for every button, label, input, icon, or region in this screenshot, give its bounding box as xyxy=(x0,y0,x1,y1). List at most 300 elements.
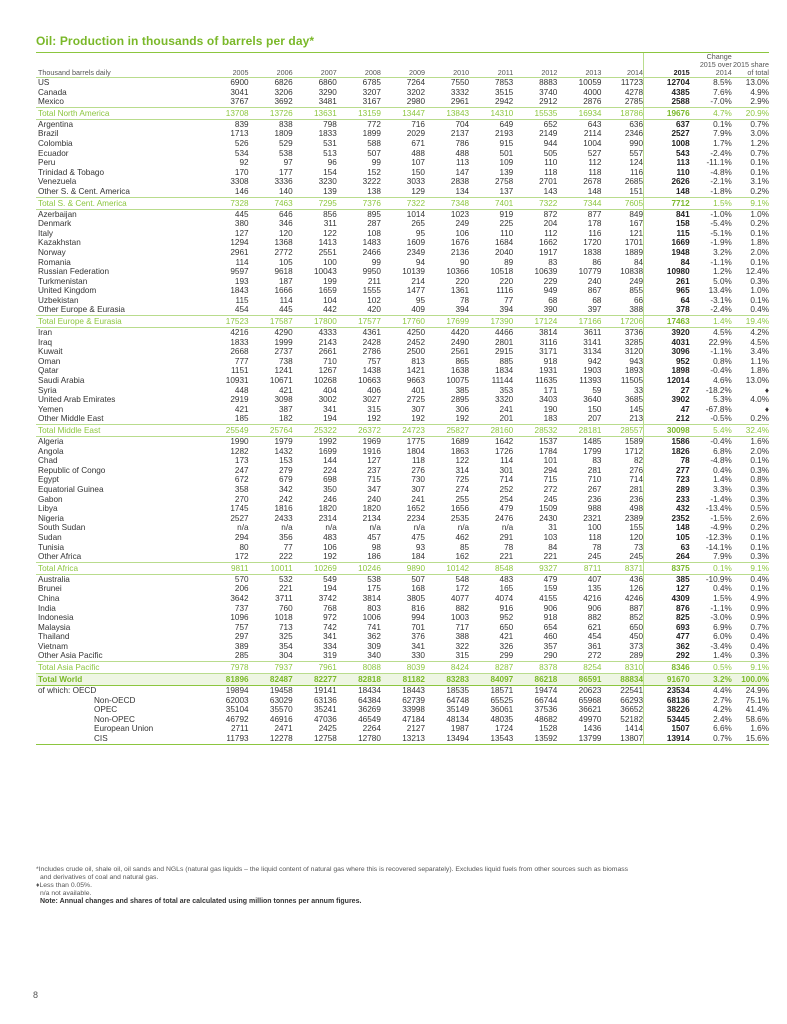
year-value: 194 xyxy=(323,414,337,424)
year-value: 7348 xyxy=(425,197,469,209)
year-value: 10142 xyxy=(425,562,469,574)
change-value: -2.1% xyxy=(710,177,732,187)
year-header: 2014 xyxy=(601,53,643,78)
year-value: 1267 xyxy=(318,366,337,376)
year-value: 77 xyxy=(504,295,514,305)
year-value: 388 xyxy=(629,305,644,315)
year-value: 710 xyxy=(587,475,602,485)
oil-production-table xyxy=(36,53,769,745)
year-value: 2425 xyxy=(318,724,337,734)
year-value: 4420 xyxy=(450,328,470,338)
table-row xyxy=(36,338,769,348)
table-row xyxy=(36,267,769,277)
year-value: 341 xyxy=(323,404,337,414)
year-value: 287 xyxy=(367,219,381,229)
year-value: 2535 xyxy=(450,513,470,523)
year-value: 3740 xyxy=(539,87,558,97)
value-2015: 4385 xyxy=(644,88,690,98)
year-value: 2428 xyxy=(362,337,381,347)
year-value: 8378 xyxy=(513,662,557,674)
row-label: Equatorial Guinea xyxy=(38,484,104,494)
year-value: 394 xyxy=(455,305,470,315)
year-value: 1889 xyxy=(624,247,644,257)
value-2015: 952 xyxy=(644,357,690,367)
row-label: OPEC xyxy=(94,705,118,715)
year-value: 3332 xyxy=(450,87,470,97)
year-value: 81182 xyxy=(381,674,425,686)
row-label: Indonesia xyxy=(38,613,74,623)
change-value: 6.8% xyxy=(713,446,732,456)
year-value: 213 xyxy=(629,414,644,424)
year-value: 13543 xyxy=(469,734,513,744)
year-value: 3814 xyxy=(539,328,558,338)
table-row xyxy=(36,696,769,706)
table-row xyxy=(36,456,769,466)
year-value: 10779 xyxy=(578,267,602,277)
row-label: Other Middle East xyxy=(38,414,104,424)
year-value: 3171 xyxy=(539,347,558,357)
year-value: 144 xyxy=(323,456,337,466)
table-row xyxy=(36,495,769,505)
year-value: 1987 xyxy=(450,724,470,734)
year-header: 2012 xyxy=(513,53,557,78)
year-header: 2007 xyxy=(293,53,337,78)
year-value: 654 xyxy=(543,622,558,632)
row-label: Mexico xyxy=(38,97,64,107)
table-row xyxy=(36,414,769,424)
year-value: 2725 xyxy=(406,395,425,405)
year-value: 3642 xyxy=(230,593,249,603)
year-value: 8883 xyxy=(539,78,558,87)
year-value: 387 xyxy=(279,404,293,414)
year-value: 942 xyxy=(587,356,602,366)
change-value: 2.7% xyxy=(713,695,732,705)
share-value: 4.9% xyxy=(750,593,769,603)
year-value: 457 xyxy=(367,532,381,542)
year-value: 730 xyxy=(411,475,425,485)
year-value: 1023 xyxy=(450,209,470,219)
year-value: 2127 xyxy=(406,724,425,734)
year-value: 330 xyxy=(411,651,425,661)
year-value: 12278 xyxy=(249,734,293,744)
year-value: 98 xyxy=(371,542,381,552)
year-value: 25764 xyxy=(249,425,293,437)
year-value: 15535 xyxy=(513,107,557,119)
year-value: 190 xyxy=(543,404,558,414)
year-value: 154 xyxy=(323,167,337,177)
change-value: -11.1% xyxy=(706,158,732,168)
row-label: Total Middle East xyxy=(36,425,204,437)
year-value: 28181 xyxy=(557,425,601,437)
year-value: 1438 xyxy=(362,366,381,376)
year-value: 479 xyxy=(499,504,514,514)
year-value: 813 xyxy=(411,356,425,366)
value-2015: 4309 xyxy=(644,594,690,604)
region-total-row xyxy=(36,316,769,328)
year-value: 59 xyxy=(592,385,602,395)
year-value: 3742 xyxy=(318,593,337,603)
year-value: 3692 xyxy=(274,97,293,107)
year-value: 17166 xyxy=(557,316,601,328)
year-header: 2010 xyxy=(425,53,469,78)
year-value: 341 xyxy=(411,641,425,651)
year-value: 194 xyxy=(323,584,337,594)
year-value: 10011 xyxy=(249,562,293,574)
value-2015: 12014 xyxy=(644,376,690,386)
year-value: 13631 xyxy=(293,107,337,119)
year-value: 245 xyxy=(543,494,558,504)
footnote-definition: *Includes crude oil, shale oil, oil sands and NGLs (natural gas liquids – the liquid content of natural gas where this is recovered separately). Excludes liquid fuels from other sources such as biomass xyxy=(36,866,629,873)
share-value: ♦ xyxy=(764,404,769,414)
year-value: 1537 xyxy=(539,437,558,446)
year-value: 63136 xyxy=(314,695,337,705)
year-value: 199 xyxy=(323,276,337,286)
change-value: 0.4% xyxy=(713,465,732,475)
row-label: Trinidad & Tobago xyxy=(38,167,104,177)
table-row xyxy=(36,523,769,533)
year-value: 350 xyxy=(323,484,337,494)
year-value: 170 xyxy=(234,167,249,177)
row-label: Algeria xyxy=(38,437,64,446)
year-value: 309 xyxy=(367,641,381,651)
row-label: Thailand xyxy=(38,632,70,642)
year-value: 1799 xyxy=(583,446,602,456)
year-value: 35149 xyxy=(446,705,470,715)
year-value: 249 xyxy=(455,219,470,229)
year-value: 462 xyxy=(455,532,470,542)
year-value: 3805 xyxy=(406,593,425,603)
table-row xyxy=(36,504,769,514)
change-value: 1.7% xyxy=(713,138,732,148)
change-value: -1.1% xyxy=(710,347,732,357)
year-value: 358 xyxy=(234,484,249,494)
year-value: 107 xyxy=(411,158,425,168)
table-row xyxy=(36,447,769,457)
table-row xyxy=(36,623,769,633)
year-value: 3002 xyxy=(318,395,337,405)
share-value: 1.0% xyxy=(750,209,769,219)
year-value: 882 xyxy=(587,613,602,623)
share-value: 0.3% xyxy=(750,276,769,286)
change-value: -1.0% xyxy=(710,209,732,219)
year-value: 247 xyxy=(234,465,249,475)
year-value: 304 xyxy=(279,651,293,661)
year-value: 24723 xyxy=(381,425,425,437)
year-value: 19474 xyxy=(534,686,558,696)
year-value: 10246 xyxy=(337,562,381,574)
year-value: 118 xyxy=(411,456,425,466)
year-value: 242 xyxy=(279,494,293,504)
share-value: 0.5% xyxy=(750,504,769,514)
year-value: 918 xyxy=(543,613,558,623)
year-value: 25322 xyxy=(293,425,337,437)
row-label: Chad xyxy=(38,456,58,466)
year-value: 13213 xyxy=(381,734,425,744)
year-value: 454 xyxy=(234,305,249,315)
year-value: 361 xyxy=(587,641,602,651)
year-value: 990 xyxy=(629,138,644,148)
year-value: 48682 xyxy=(534,714,558,724)
year-value: 526 xyxy=(234,138,249,148)
year-value: 211 xyxy=(367,276,381,286)
year-value: n/a xyxy=(457,523,470,533)
year-value: 3640 xyxy=(583,395,602,405)
table-row xyxy=(36,177,769,187)
value-2015: 292 xyxy=(644,651,690,661)
year-value: 1589 xyxy=(624,437,644,446)
year-value: 276 xyxy=(629,465,644,475)
share-value: 0.9% xyxy=(750,603,769,613)
year-value: 1684 xyxy=(495,238,514,248)
year-value: 221 xyxy=(543,552,558,562)
value-2015: 277 xyxy=(644,466,690,476)
table-row xyxy=(36,209,769,219)
value-2015: 2352 xyxy=(644,514,690,524)
year-value: 10838 xyxy=(620,267,644,277)
year-value: 882 xyxy=(455,603,470,613)
year-value: 768 xyxy=(323,603,337,613)
year-value: 11723 xyxy=(620,78,644,87)
year-value: 916 xyxy=(499,603,514,613)
share-value: 0.4% xyxy=(750,641,769,651)
year-value: 85 xyxy=(460,542,470,552)
year-value: 2134 xyxy=(362,513,381,523)
change-value: 3.2% xyxy=(690,674,732,686)
year-value: 183 xyxy=(543,414,558,424)
change-value: 0.8% xyxy=(713,356,732,366)
value-2015: 47 xyxy=(644,405,690,415)
year-value: 7401 xyxy=(469,197,513,209)
year-value: 389 xyxy=(234,641,249,651)
year-value: 742 xyxy=(323,622,337,632)
year-value: 88834 xyxy=(601,674,643,686)
change-value: 7.9% xyxy=(713,129,732,139)
value-2015: 158 xyxy=(644,219,690,229)
table-row xyxy=(36,485,769,495)
year-value: 25549 xyxy=(204,425,248,437)
year-value: 185 xyxy=(234,414,249,424)
value-2015: 212 xyxy=(644,414,690,424)
table-row xyxy=(36,158,769,168)
year-value: 3285 xyxy=(624,337,644,347)
change-value: -12.3% xyxy=(705,532,732,542)
year-value: 17760 xyxy=(381,316,425,328)
share-value: 2.0% xyxy=(750,446,769,456)
year-value: 187 xyxy=(279,276,293,286)
year-value: 671 xyxy=(411,138,425,148)
table-row xyxy=(36,386,769,396)
share-value: 0.3% xyxy=(750,484,769,494)
year-value: 849 xyxy=(629,209,644,219)
year-value: 93 xyxy=(415,542,425,552)
year-value: 18443 xyxy=(402,686,425,696)
row-label: Iran xyxy=(38,328,53,338)
change-value: -14.1% xyxy=(705,542,732,552)
year-value: 86 xyxy=(592,257,602,267)
year-value: 281 xyxy=(587,465,602,475)
year-value: 839 xyxy=(234,119,249,129)
year-value: 1775 xyxy=(406,437,425,446)
change-value: -4.9% xyxy=(710,523,732,533)
year-value: 346 xyxy=(279,219,293,229)
year-value: 16934 xyxy=(557,107,601,119)
share-value: 75.1% xyxy=(745,695,769,705)
year-value: 2433 xyxy=(274,513,293,523)
year-value: 77 xyxy=(283,542,293,552)
year-value: 35241 xyxy=(314,705,337,715)
table-row xyxy=(36,604,769,614)
year-value: 8424 xyxy=(425,662,469,674)
table-row xyxy=(36,328,769,338)
year-value: 1282 xyxy=(230,446,249,456)
year-value: 9811 xyxy=(204,562,248,574)
year-value: 757 xyxy=(367,356,381,366)
value-2015: 17463 xyxy=(644,316,690,328)
row-label: Non-OECD xyxy=(94,695,136,705)
year-value: 1414 xyxy=(624,724,644,734)
year-value: 887 xyxy=(629,603,644,613)
year-header: 2013 xyxy=(557,53,601,78)
year-value: 7322 xyxy=(381,197,425,209)
table-row xyxy=(36,97,769,107)
year-value: 206 xyxy=(234,584,249,594)
year-value: 36652 xyxy=(620,705,644,715)
year-value: 46916 xyxy=(269,714,293,724)
value-2015: 2527 xyxy=(644,129,690,139)
row-label: Total North America xyxy=(36,107,204,119)
year-value: 116 xyxy=(629,167,644,177)
year-value: 3336 xyxy=(274,177,293,187)
table-row xyxy=(36,248,769,258)
year-value: 148 xyxy=(587,186,602,196)
change-value: 0.1% xyxy=(713,119,732,129)
table-row xyxy=(36,168,769,178)
year-value: 17124 xyxy=(513,316,557,328)
year-value: 498 xyxy=(629,504,644,514)
year-value: 1477 xyxy=(406,286,425,296)
year-value: 421 xyxy=(234,404,249,414)
year-value: 18786 xyxy=(601,107,643,119)
year-value: 1903 xyxy=(583,366,602,376)
year-value: 1659 xyxy=(318,286,337,296)
year-value: n/a xyxy=(369,523,381,533)
year-value: 8039 xyxy=(381,662,425,674)
year-value: 106 xyxy=(455,228,470,238)
year-value: 1843 xyxy=(230,286,249,296)
year-value: 192 xyxy=(367,414,381,424)
year-value: 315 xyxy=(367,404,381,414)
year-value: 84097 xyxy=(469,674,513,686)
change-value: 0.7% xyxy=(690,734,732,744)
year-value: 299 xyxy=(499,651,514,661)
change-value: 1.5% xyxy=(690,197,732,209)
year-value: 65525 xyxy=(490,695,514,705)
value-2015: 264 xyxy=(644,552,690,562)
year-value: 112 xyxy=(588,158,602,168)
year-value: 407 xyxy=(587,574,602,584)
change-value: -0.5% xyxy=(710,414,732,424)
year-value: 7328 xyxy=(204,197,248,209)
year-value: 150 xyxy=(587,404,602,414)
value-2015: 8375 xyxy=(644,562,690,574)
year-value: 1979 xyxy=(274,437,293,446)
year-value: 31 xyxy=(548,523,558,533)
year-value: 1676 xyxy=(450,238,470,248)
row-label: Total World xyxy=(36,674,204,686)
row-label: Uzbekistan xyxy=(38,295,79,305)
year-value: 341 xyxy=(323,632,337,642)
year-value: 13447 xyxy=(381,107,425,119)
value-2015: 1586 xyxy=(644,437,690,447)
year-value: 10931 xyxy=(225,376,249,386)
year-value: 11793 xyxy=(204,734,248,744)
year-value: 207 xyxy=(587,414,602,424)
year-value: 115 xyxy=(235,295,249,305)
year-value: 1656 xyxy=(450,504,470,514)
table-row xyxy=(36,187,769,197)
share-value: 0.3% xyxy=(750,552,769,562)
year-value: 314 xyxy=(455,465,470,475)
year-value: 204 xyxy=(543,219,558,229)
share-value: 0.7% xyxy=(750,119,769,129)
year-value: 47036 xyxy=(314,714,337,724)
year-value: 105 xyxy=(279,257,293,267)
year-value: 19141 xyxy=(314,686,337,696)
year-value: 2389 xyxy=(624,513,644,523)
table-row xyxy=(36,724,769,734)
year-value: 420 xyxy=(367,305,381,315)
year-value: 2349 xyxy=(406,247,425,257)
row-label: Romania xyxy=(38,257,71,267)
year-value: 715 xyxy=(543,475,558,485)
table-row xyxy=(36,584,769,594)
change-value: -13.4% xyxy=(705,504,732,514)
year-value: 2561 xyxy=(450,347,470,357)
year-value: 13843 xyxy=(425,107,469,119)
year-value: 445 xyxy=(279,305,293,315)
year-value: 7853 xyxy=(495,78,514,87)
year-value: 716 xyxy=(411,119,425,129)
change-value: -1.1% xyxy=(710,603,732,613)
year-value: n/a xyxy=(501,523,514,533)
year-value: 301 xyxy=(499,465,514,475)
year-value: 1018 xyxy=(274,613,293,623)
footnotes xyxy=(36,866,776,906)
year-value: 1014 xyxy=(406,209,425,219)
year-value: 356 xyxy=(279,532,293,542)
row-label: Brazil xyxy=(38,129,59,139)
share-value: 2.9% xyxy=(750,97,769,107)
year-value: 855 xyxy=(629,286,644,296)
year-value: 10639 xyxy=(534,267,558,277)
year-value: 3515 xyxy=(495,87,514,97)
change-value: 0.5% xyxy=(690,662,732,674)
table-row xyxy=(36,296,769,306)
year-value: 7295 xyxy=(293,197,337,209)
year-value: 171 xyxy=(543,385,558,395)
table-row xyxy=(36,366,769,376)
year-value: 1096 xyxy=(230,613,249,623)
value-2015: 2588 xyxy=(644,97,690,107)
year-value: 454 xyxy=(587,632,602,642)
year-value: 13494 xyxy=(425,734,469,744)
change-value: -4.8% xyxy=(710,167,732,177)
share-value: 20.9% xyxy=(732,107,769,119)
row-label: Other Asia Pacific xyxy=(38,651,103,661)
year-value: 2264 xyxy=(362,724,381,734)
year-value: 1509 xyxy=(539,504,558,514)
share-value: 3.4% xyxy=(750,347,769,357)
